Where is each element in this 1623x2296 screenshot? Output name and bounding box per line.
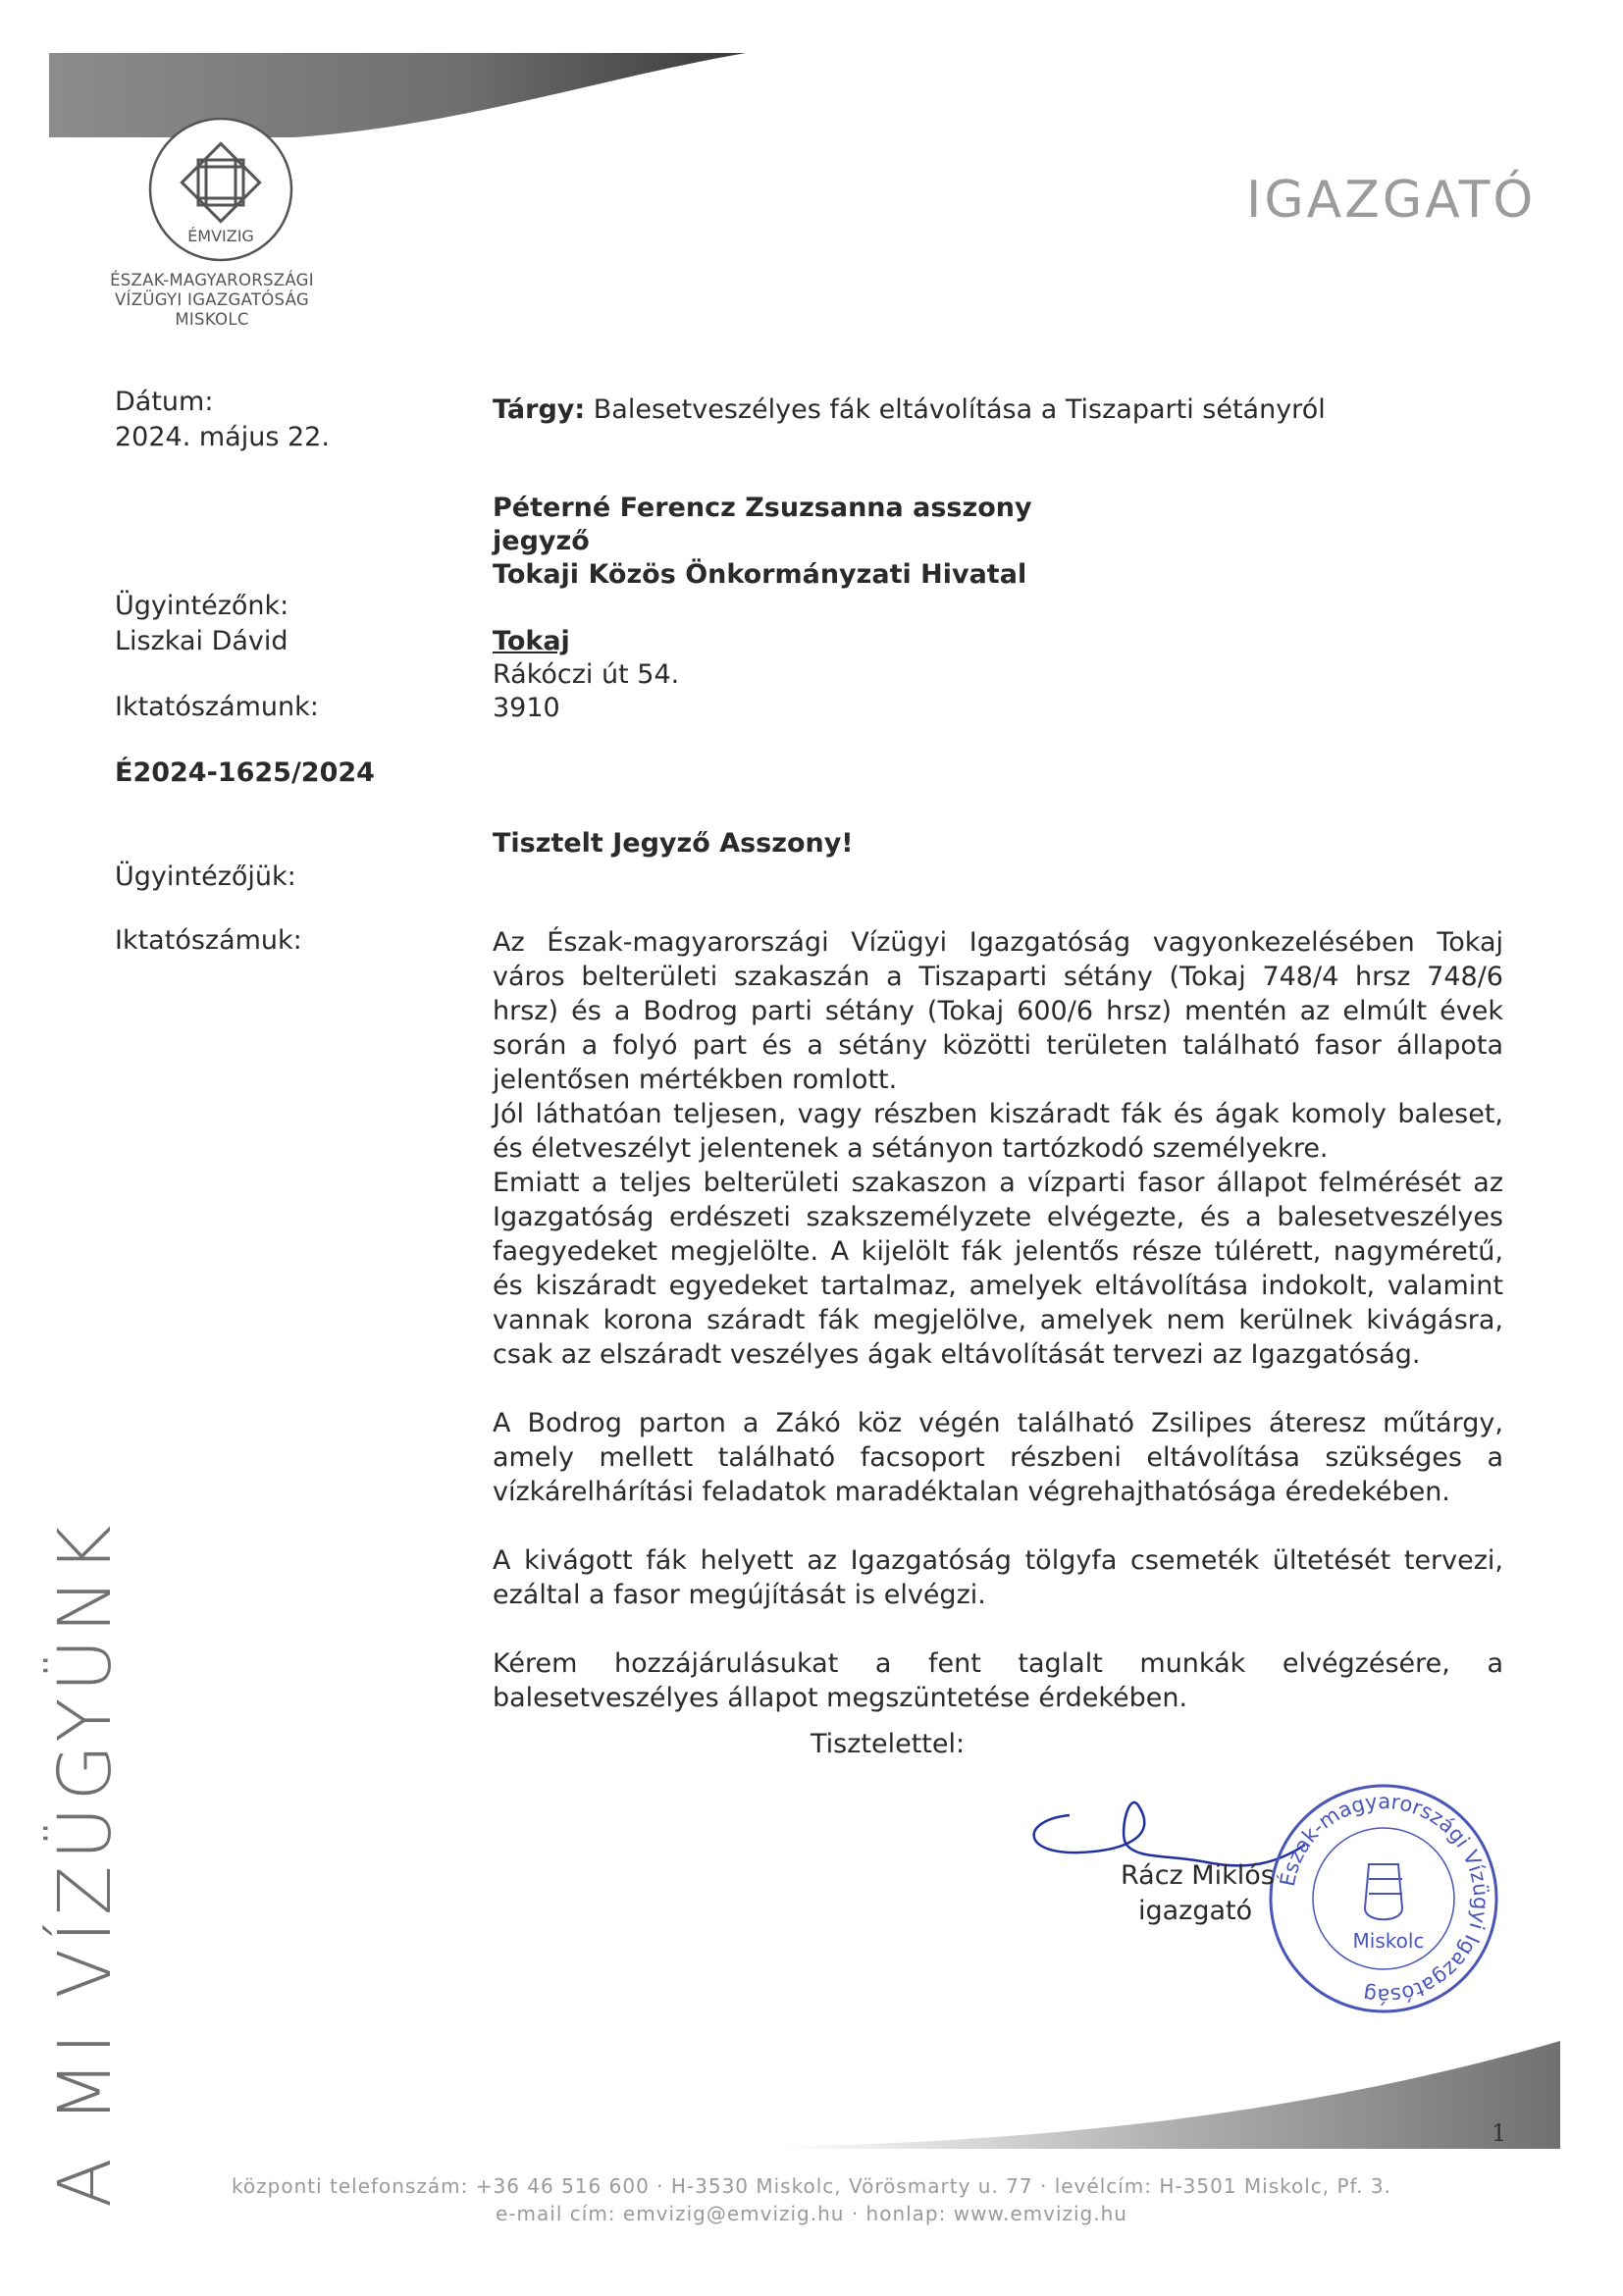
stamp-ring-text: Észak-magyarországi Vízügyi Igazgatóság xyxy=(1275,1789,1493,2009)
signer-name: Rácz Miklós xyxy=(1121,1860,1275,1891)
letter-body xyxy=(493,925,1503,1715)
recipient-postcode: 3910 xyxy=(493,693,560,723)
org-name-line-1: ÉSZAK-MAGYARORSZÁGI xyxy=(110,271,314,289)
date-label: Dátum: xyxy=(115,387,214,417)
body-paragraph-4: A Bodrog parton a Zákó köz végén található Zsilipes áteresz műtárgy, amely mellett található facsoport részbeni eltávolítása szükséges a vízkárelhárítási feladatok maradéktalan végrehajthatósága éredekében. xyxy=(493,1408,1503,1507)
subject-label: Tárgy: xyxy=(493,394,586,425)
footer-swoosh-graphic xyxy=(775,2021,1570,2159)
header-title: IGAZGATÓ xyxy=(1246,171,1537,230)
recipient-street: Rákóczi út 54. xyxy=(493,659,680,690)
body-paragraph-5: A kivágott fák helyett az Igazgatóság tölgyfa csemeték ültetését tervezi, ezáltal a fasor megújítását is elvégzi. xyxy=(493,1545,1503,1610)
body-paragraph-1: Az Észak-magyarországi Vízügyi Igazgatóság vagyonkezelésében Tokaj város belterületi szakaszán a Tiszaparti sétány (Tokaj 748/4 hrsz 748/6 hrsz) és a Bodrog parti sétány (Tokaj 600/6 hrsz) mentén az elmúlt évek során a folyó part és a sétány közötti területen található fasor állapota jelentősen mértékben romlott. xyxy=(493,927,1503,1095)
their-ref-label: Iktatószámuk: xyxy=(115,925,302,956)
date-value: 2024. május 22. xyxy=(115,422,330,452)
our-officer-value: Liszkai Dávid xyxy=(115,626,288,656)
subject-line xyxy=(493,392,1503,427)
our-officer-label: Ügyintézőnk: xyxy=(115,591,289,621)
salutation: Tisztelt Jegyző Asszony! xyxy=(493,828,854,859)
our-ref-value: É2024-1625/2024 xyxy=(115,757,375,788)
recipient-role: jegyző xyxy=(493,526,590,556)
vertical-slogan: A MI VÍZÜGYÜNK xyxy=(43,1519,128,2208)
subject-text: Balesetveszélyes fák eltávolítása a Tiszaparti sétányról xyxy=(585,394,1326,425)
recipient-name: Péterné Ferencz Zsuzsanna asszony xyxy=(493,493,1032,523)
recipient-city: Tokaj xyxy=(493,626,570,656)
footer-contact-line-2: e-mail cím: emvizig@emvizig.hu · honlap: www.emvizig.hu xyxy=(496,2202,1127,2225)
org-name-line-2: VÍZÜGYI IGAZGATÓSÁG xyxy=(114,290,310,309)
svg-text:Észak-magyarországi Vízügyi Ig xyxy=(1275,1790,1492,2008)
stamp-city: Miskolc xyxy=(1352,1929,1425,1953)
page-number: 1 xyxy=(1492,2119,1507,2147)
their-officer-label: Ügyintézőjük: xyxy=(115,861,296,892)
emvizig-logo xyxy=(137,116,304,263)
body-paragraph-6: Kérem hozzájárulásukat a fent taglalt munkák elvégzésére, a balesetveszélyes állapot megszüntetése érdekében. xyxy=(493,1648,1503,1713)
recipient-office: Tokaji Közös Önkormányzati Hivatal xyxy=(493,559,1027,590)
official-stamp xyxy=(1261,1776,1506,2021)
org-name-line-3: MISKOLC xyxy=(175,310,249,329)
body-paragraph-3: Emiatt a teljes belterületi szakaszon a vízparti fasor állapot felmérését az Igazgatóság erdészeti szakszemélyzete elvégezte, és a balesetveszélyes faegyedeket megjelölte. A kijelölt fák jelentős része túlérett, nagyméretű, és kiszáradt egyedeket tartalmaz, amelyek eltávolítása indokolt, valamint vannak korona száradt fák megjelölve, amelyek nem kerülnek kivágásra, csak az elszáradt veszélyes ágak eltávolítását tervezi az Igazgatóság. xyxy=(493,1168,1503,1370)
signer-title: igazgató xyxy=(1138,1896,1253,1926)
closing: Tisztelettel: xyxy=(811,1729,966,1759)
logo-text: ÉMVIZIG xyxy=(187,227,254,245)
our-ref-label: Iktatószámunk: xyxy=(115,692,319,722)
body-paragraph-2: Jól láthatóan teljesen, vagy részben kiszáradt fák és ágak komoly baleset, és életveszélyt jelentenek a sétányon tartózkodó személyekre. xyxy=(493,1099,1503,1164)
footer-contact-line-1: központi telefonszám: +36 46 516 600 · H-3530 Miskolc, Vörösmarty u. 77 · levélcím: H-3501 Miskolc, Pf. 3. xyxy=(232,2174,1391,2198)
